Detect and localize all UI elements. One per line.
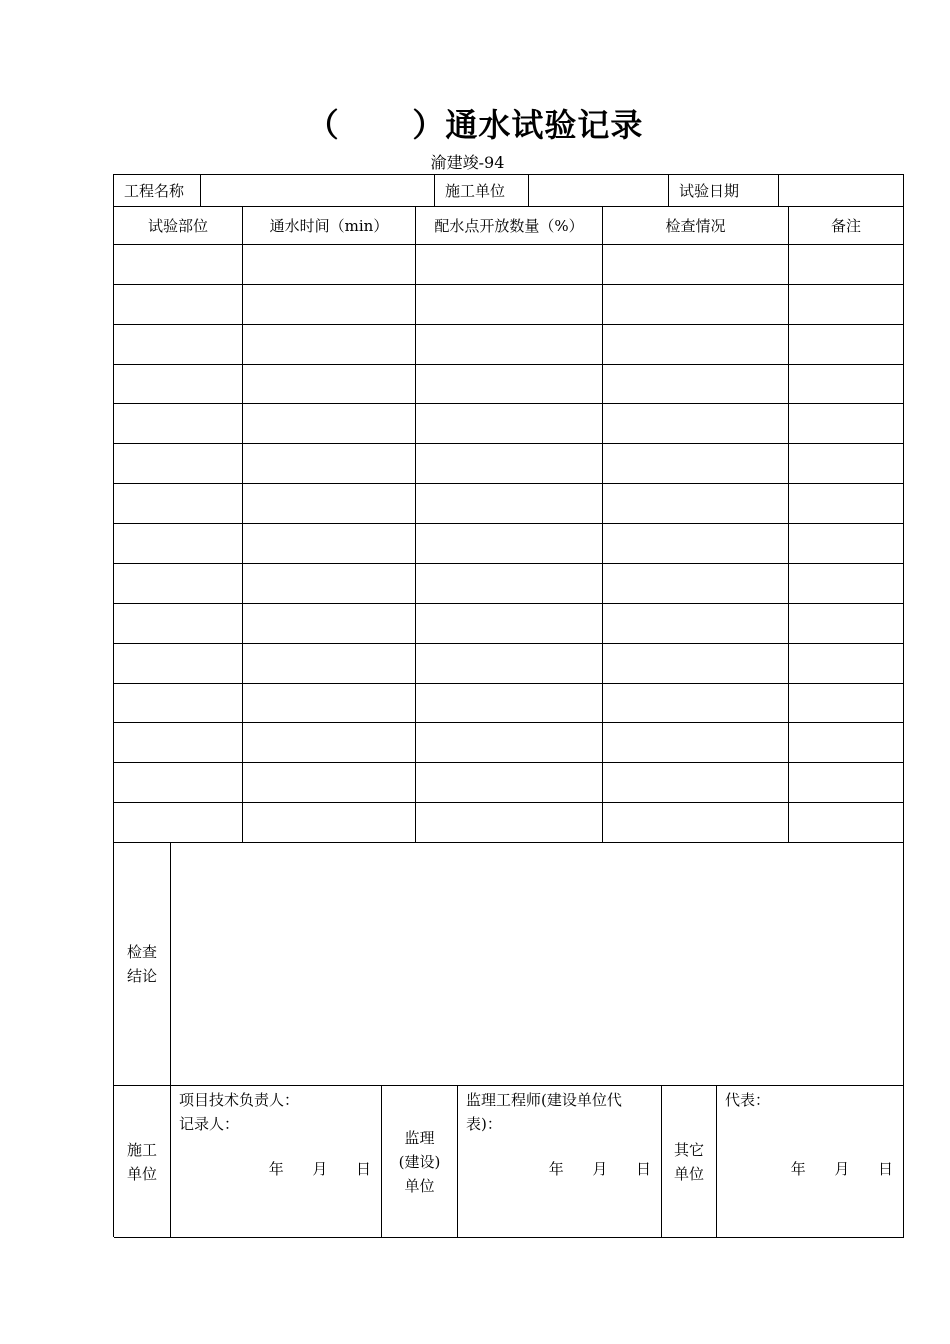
other-sign-date: 年 月 日: [790, 1160, 893, 1178]
table-cell-water-time[interactable]: [243, 325, 416, 365]
page-title: （ ）通水试验记录: [306, 106, 644, 144]
table-cell-test-location[interactable]: [114, 564, 243, 604]
conclusion-label-line2: 结论: [126, 967, 157, 985]
table-cell-outlet-open-ratio[interactable]: [416, 285, 603, 325]
table-cell-inspection[interactable]: [603, 803, 789, 843]
recorder-label: 记录人：: [179, 1115, 240, 1133]
table-cell-test-location[interactable]: [114, 763, 243, 803]
supervision-label-line1: 监理: [404, 1128, 435, 1147]
table-cell-water-time[interactable]: [243, 404, 416, 444]
supervising-engineer-label: 监理工程师(建设单位代表)：: [466, 1091, 622, 1133]
table-cell-test-location[interactable]: [114, 604, 243, 644]
table-cell-inspection[interactable]: [603, 285, 789, 325]
tech-lead-label: 项目技术负责人：: [179, 1091, 300, 1109]
table-cell-test-location[interactable]: [114, 684, 243, 723]
test-date-field[interactable]: [779, 175, 904, 207]
table-cell-remarks[interactable]: [789, 325, 904, 365]
table-cell-water-time[interactable]: [243, 763, 416, 803]
column-header-test-location: 试验部位: [114, 207, 243, 245]
table-cell-outlet-open-ratio[interactable]: [416, 684, 603, 723]
table-cell-outlet-open-ratio[interactable]: [416, 365, 603, 404]
table-cell-test-location[interactable]: [114, 245, 243, 285]
table-cell-test-location[interactable]: [114, 404, 243, 444]
table-cell-water-time[interactable]: [243, 604, 416, 644]
table-cell-water-time[interactable]: [243, 285, 416, 325]
table-cell-inspection[interactable]: [603, 484, 789, 524]
table-cell-outlet-open-ratio[interactable]: [416, 524, 603, 564]
construction-unit-label: 施工单位: [435, 175, 529, 207]
table-cell-outlet-open-ratio[interactable]: [416, 644, 603, 684]
table-cell-water-time[interactable]: [243, 803, 416, 843]
table-cell-water-time[interactable]: [243, 245, 416, 285]
table-cell-inspection[interactable]: [603, 524, 789, 564]
table-cell-outlet-open-ratio[interactable]: [416, 325, 603, 365]
table-cell-inspection[interactable]: [603, 444, 789, 484]
table-cell-test-location[interactable]: [114, 524, 243, 564]
table-cell-inspection[interactable]: [603, 644, 789, 684]
table-cell-inspection[interactable]: [603, 684, 789, 723]
table-cell-water-time[interactable]: [243, 684, 416, 723]
table-cell-test-location[interactable]: [114, 444, 243, 484]
table-cell-water-time[interactable]: [243, 524, 416, 564]
table-cell-inspection[interactable]: [603, 245, 789, 285]
construction-unit-sign-label: [114, 1086, 171, 1238]
other-unit-sign-label: [662, 1086, 717, 1238]
table-cell-remarks[interactable]: [789, 763, 904, 803]
table-cell-water-time[interactable]: [243, 644, 416, 684]
column-header-water-time: 通水时间（min）: [243, 207, 416, 245]
table-cell-remarks[interactable]: [789, 723, 904, 763]
representative-label: 代表：: [725, 1091, 771, 1109]
supervision-sign-area[interactable]: [458, 1086, 662, 1238]
table-cell-remarks[interactable]: [789, 524, 904, 564]
table-cell-inspection[interactable]: [603, 763, 789, 803]
table-cell-remarks[interactable]: [789, 604, 904, 644]
table-cell-inspection[interactable]: [603, 365, 789, 404]
table-cell-remarks[interactable]: [789, 285, 904, 325]
table-cell-inspection[interactable]: [603, 604, 789, 644]
table-cell-test-location[interactable]: [114, 285, 243, 325]
other-label-line2: 单位: [673, 1164, 704, 1183]
supervision-sign-label: [382, 1086, 458, 1238]
table-cell-outlet-open-ratio[interactable]: [416, 763, 603, 803]
table-cell-test-location[interactable]: [114, 365, 243, 404]
conclusion-label: [114, 843, 171, 1086]
table-cell-inspection[interactable]: [603, 325, 789, 365]
supervision-label-line2: (建设): [398, 1152, 441, 1171]
construction-sign-label-line1: 施工: [126, 1140, 157, 1159]
table-cell-outlet-open-ratio[interactable]: [416, 444, 603, 484]
table-cell-water-time[interactable]: [243, 365, 416, 404]
table-cell-remarks[interactable]: [789, 484, 904, 524]
construction-sign-label-line2: 单位: [126, 1164, 157, 1183]
supervision-label-line3: 单位: [404, 1176, 435, 1195]
table-cell-outlet-open-ratio[interactable]: [416, 803, 603, 843]
supervision-sign-date: 年 月 日: [548, 1160, 651, 1178]
table-cell-remarks[interactable]: [789, 365, 904, 404]
column-header-outlet-open-ratio: 配水点开放数量（%）: [416, 207, 603, 245]
construction-unit-field[interactable]: [529, 175, 669, 207]
table-cell-remarks[interactable]: [789, 644, 904, 684]
form-code: 渝建竣-94: [430, 153, 505, 172]
table-cell-inspection[interactable]: [603, 404, 789, 444]
table-cell-outlet-open-ratio[interactable]: [416, 484, 603, 524]
column-header-inspection: 检查情况: [603, 207, 789, 245]
project-name-label: 工程名称: [114, 175, 201, 207]
table-cell-test-location[interactable]: [114, 803, 243, 843]
table-cell-water-time[interactable]: [243, 564, 416, 604]
table-cell-inspection[interactable]: [603, 564, 789, 604]
table-cell-water-time[interactable]: [243, 723, 416, 763]
other-sign-area[interactable]: [717, 1086, 904, 1238]
record-sheet: [113, 174, 904, 1237]
table-cell-test-location[interactable]: [114, 484, 243, 524]
project-name-field[interactable]: [201, 175, 435, 207]
column-header-remarks: 备注: [789, 207, 904, 245]
table-cell-outlet-open-ratio[interactable]: [416, 245, 603, 285]
table-cell-outlet-open-ratio[interactable]: [416, 404, 603, 444]
table-cell-outlet-open-ratio[interactable]: [416, 604, 603, 644]
table-cell-water-time[interactable]: [243, 484, 416, 524]
construction-sign-date: 年 月 日: [268, 1160, 371, 1178]
table-cell-remarks[interactable]: [789, 404, 904, 444]
table-cell-remarks[interactable]: [789, 684, 904, 723]
test-date-label: 试验日期: [669, 175, 779, 207]
table-cell-inspection[interactable]: [603, 723, 789, 763]
table-cell-outlet-open-ratio[interactable]: [416, 564, 603, 604]
table-cell-remarks[interactable]: [789, 444, 904, 484]
table-cell-test-location[interactable]: [114, 325, 243, 365]
table-cell-test-location[interactable]: [114, 644, 243, 684]
table-cell-outlet-open-ratio[interactable]: [416, 723, 603, 763]
conclusion-label-line1: 检查: [126, 943, 157, 961]
table-cell-remarks[interactable]: [789, 564, 904, 604]
conclusion-field[interactable]: [171, 843, 904, 1086]
table-cell-remarks[interactable]: [789, 803, 904, 843]
other-label-line1: 其它: [673, 1140, 704, 1159]
table-cell-test-location[interactable]: [114, 723, 243, 763]
table-cell-remarks[interactable]: [789, 245, 904, 285]
table-cell-water-time[interactable]: [243, 444, 416, 484]
construction-sign-area[interactable]: [171, 1086, 382, 1238]
